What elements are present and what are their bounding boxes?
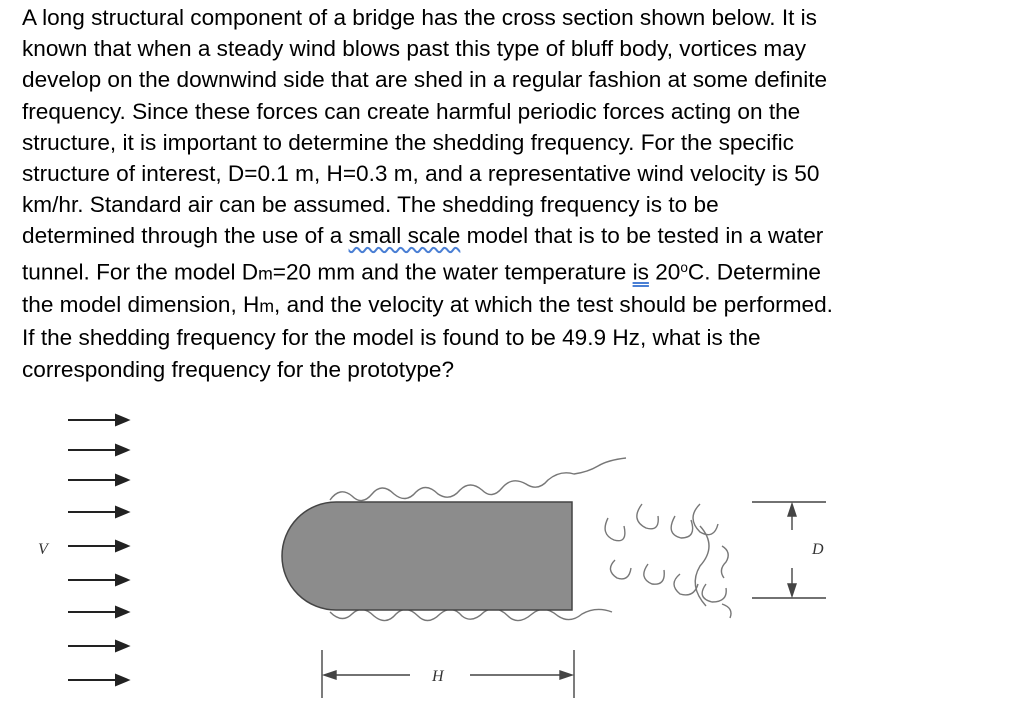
problem-line-2: known that when a steady wind blows past this type of bluff body, vortices may [22, 36, 807, 62]
wind-arrows [68, 415, 128, 685]
problem-line-7: km/hr. Standard air can be assumed. The shedding frequency is to be [22, 192, 719, 218]
label-v: V [38, 541, 48, 558]
wind-arrow-head [116, 607, 128, 617]
label-h: H [432, 668, 444, 685]
problem-line-3: develop on the downwind side that are shed in a regular fashion at some definite [22, 67, 828, 93]
problem-line-11: If the shedding frequency for the model is found to be 49.9 Hz, what is the [22, 325, 761, 351]
problem-line-10-part-b: , and the velocity at which the test should be performed. [274, 292, 833, 318]
grammar-flag-is[interactable]: is [632, 259, 649, 285]
problem-line-10 [22, 289, 1012, 322]
problem-line-8-part-c: model that is to be tested in a water [460, 223, 824, 249]
problem-statement [22, 2, 1012, 385]
problem-line-9-part-e: C. Determine [687, 259, 821, 285]
wind-arrow-head [116, 575, 128, 585]
problem-line-4: frequency. Since these forces can create harmful periodic forces acting on the [22, 98, 801, 124]
degree-superscript: o [680, 259, 688, 275]
problem-line-9-part-a: tunnel. For the model D [22, 259, 259, 285]
problem-line-9 [22, 252, 1012, 290]
problem-line-9-part-d: 20 [648, 259, 681, 285]
wind-arrow-head [116, 641, 128, 651]
wind-arrow-head [116, 445, 128, 455]
problem-line-9-part-b: =20 mm and the water temperature [272, 259, 633, 285]
wind-arrow-head [116, 675, 128, 685]
spell-flag-small-scale[interactable]: small scale [348, 223, 461, 249]
wind-arrow-head [116, 541, 128, 551]
subscript-m: m [258, 263, 273, 284]
cross-section-body [282, 502, 572, 610]
problem-line-8 [22, 220, 1012, 251]
problem-line-10-part-a: the model dimension, H [22, 292, 260, 318]
problem-line-5: structure, it is important to determine the shedding frequency. For the specific [22, 129, 794, 155]
problem-line-1: A long structural component of a bridge has the cross section shown below. It is [22, 5, 817, 30]
problem-line-6: structure of interest, D=0.1 m, H=0.3 m, and a representative wind velocity is 50 [22, 161, 820, 187]
subscript-m: m [259, 296, 275, 317]
label-d: D [812, 541, 824, 558]
dimension-h [322, 650, 574, 698]
wind-arrow-head [116, 415, 128, 425]
problem-line-8-part-a: determined through the use of a [22, 223, 349, 249]
bluff-body-figure [0, 384, 1024, 725]
problem-line-12: corresponding frequency for the prototype? [22, 356, 455, 382]
wind-arrow-head [116, 475, 128, 485]
wind-arrow-head [116, 507, 128, 517]
